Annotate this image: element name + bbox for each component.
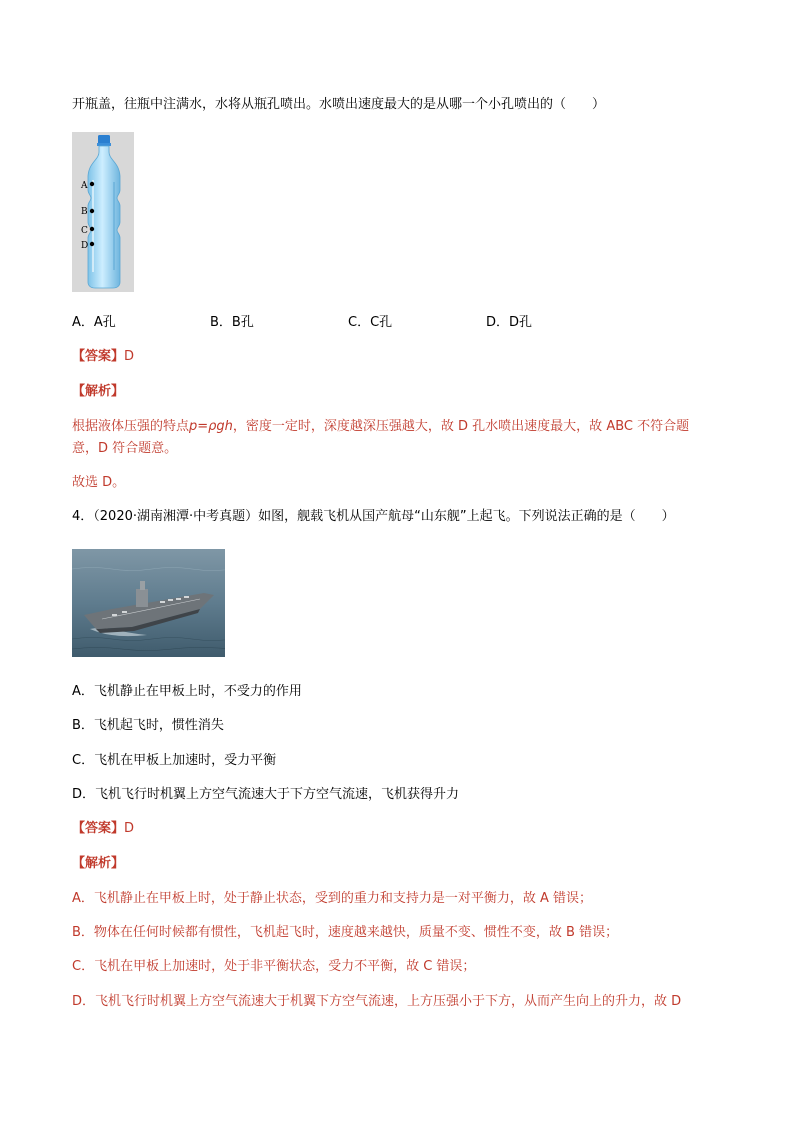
q4-option-c: C．飞机在甲板上加速时，受力平衡	[72, 753, 277, 768]
bottle-figure	[72, 132, 134, 292]
q3-option-d-letter: D．	[486, 315, 510, 330]
hole-label-c: C	[81, 226, 88, 236]
q3-option-a	[72, 313, 116, 333]
hole-label-d: D	[81, 241, 89, 251]
q4-analysis-a: A．飞机静止在甲板上时，处于静止状态，受到的重力和支持力是一对平衡力，故 A 错误；	[72, 891, 593, 906]
q4-analysis-c: C．飞机在甲板上加速时，处于非平衡状态，受力不平衡，故 C 错误；	[72, 959, 476, 974]
q3-option-b	[210, 313, 254, 333]
q3-analysis-formula: p=ρgh	[189, 419, 233, 434]
q3-answer-tag: 【答案】	[72, 349, 125, 364]
q4-analysis-tag: 【解析】	[72, 856, 125, 871]
q3-option-c-letter: C．	[348, 315, 371, 330]
q4-option-d: D．飞机飞行时机翼上方空气流速大于下方空气流速，飞机获得升力	[72, 787, 460, 802]
q3-analysis-line1	[72, 417, 689, 437]
q3-option-a-text: A孔	[93, 315, 116, 330]
q3-stem: 开瓶盖，往瓶中注满水，水将从瓶孔喷出。水喷出速度最大的是从哪一个小孔喷出的（ ）	[72, 97, 606, 112]
q3-conclusion: 故选 D。	[72, 475, 126, 490]
q3-option-d	[486, 313, 532, 333]
q3-option-b-letter: B．	[210, 315, 232, 330]
q4-analysis-b: B．物体在任何时候都有惯性，飞机起飞时，速度越来越快，质量不变、惯性不变，故 B 错误；	[72, 925, 619, 940]
q3-answer-value: D	[124, 349, 135, 364]
q4-stem: 4．（2020·湖南湘潭·中考真题）如图，舰载飞机从国产航母“山东舰”上起飞。下列说法正确的是（ ）	[72, 509, 675, 524]
hole-label-a: A	[81, 181, 88, 191]
aircraft-carrier-photo	[72, 549, 225, 657]
q3-analysis-tag: 【解析】	[72, 384, 125, 399]
q4-option-b: B．飞机起飞时，惯性消失	[72, 718, 224, 733]
q4-option-a: A．飞机静止在甲板上时，不受力的作用	[72, 684, 302, 699]
q3-option-b-text: B孔	[231, 315, 254, 330]
q4-answer-tag: 【答案】	[72, 821, 125, 836]
q3-option-c	[348, 313, 392, 333]
q3-option-d-text: D孔	[509, 315, 533, 330]
q4-answer	[72, 819, 134, 839]
q4-analysis-d: D．飞机飞行时机翼上方空气流速大于机翼下方空气流速，上方压强小于下方，从而产生向上的升力，故 D	[72, 994, 682, 1009]
q3-option-c-text: C孔	[370, 315, 393, 330]
q3-analysis-text-a: 根据液体压强的特点	[72, 419, 190, 434]
q3-analysis-line2: 意，D 符合题意。	[72, 441, 178, 456]
q3-analysis-text-b: ，密度一定时，深度越深压强越大，故 D 孔水喷出速度最大，故 ABC 不符合题	[232, 419, 690, 434]
q3-answer	[72, 347, 134, 367]
q4-answer-value: D	[124, 821, 135, 836]
q3-option-a-letter: A．	[72, 315, 94, 330]
hole-label-b: B	[81, 207, 88, 217]
